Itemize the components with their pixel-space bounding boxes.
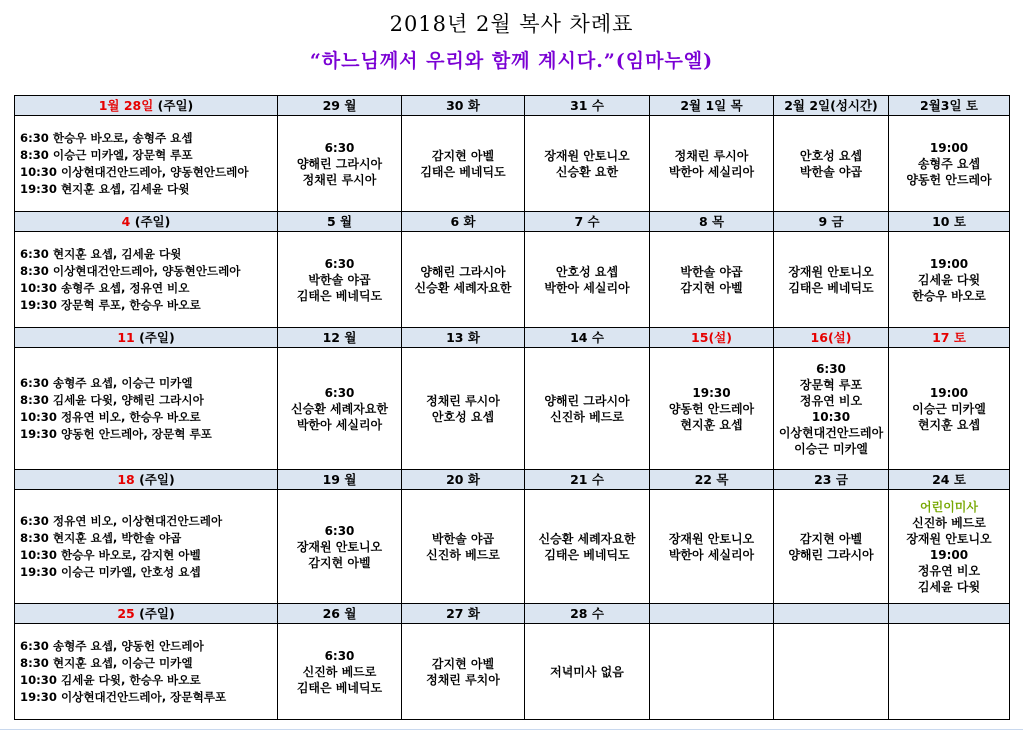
schedule-line: 어린이미사: [920, 499, 978, 514]
sunday-date-header: [15, 604, 278, 624]
day-schedule-cell: [278, 116, 402, 212]
schedule-line: 김태은 베네딕도: [788, 280, 874, 295]
day-schedule-cell: [525, 116, 650, 212]
day-header: 24 토: [889, 470, 1010, 490]
day-schedule-cell: [889, 232, 1010, 328]
day-schedule-cell: [278, 232, 402, 328]
schedule-line: 감지현 아벨: [431, 148, 495, 163]
schedule-line: 양동헌 안드레아: [668, 401, 755, 416]
day-header: 21 수: [525, 470, 650, 490]
day-schedule-cell: [402, 232, 525, 328]
day-header: 29 월: [278, 96, 402, 116]
schedule-line: 6:30: [324, 140, 355, 155]
mass-assignment: 6:30 송형주 요셉, 양동헌 안드레아: [20, 638, 204, 653]
mass-assignment: 19:30 이승근 미카엘, 안호성 요셉: [20, 564, 201, 579]
day-header: 16(설): [774, 328, 889, 348]
sunday-schedule-cell: [15, 490, 278, 604]
schedule-line: 현지훈 요셉: [917, 417, 981, 432]
schedule-line: 6:30: [816, 361, 846, 376]
mass-assignment: 6:30 송형주 요셉, 이승근 미카엘: [20, 375, 193, 390]
sunday-date-header: [15, 470, 278, 490]
day-schedule-cell: [650, 116, 774, 212]
day-schedule-cell: [650, 232, 774, 328]
mass-assignment: 19:30 현지훈 요셉, 김세윤 다윗: [20, 181, 190, 196]
day-schedule-cell: [402, 348, 525, 470]
schedule-line: 감지현 아벨: [799, 531, 863, 546]
schedule-line: 신진하 베드로: [550, 409, 624, 424]
sunday-schedule-cell: [15, 348, 278, 470]
day-header: 2월 1일 목: [650, 96, 774, 116]
day-header: 5 월: [278, 212, 402, 232]
date-label: 25: [117, 605, 135, 621]
day-schedule-cell: [889, 490, 1010, 604]
mass-assignment: 6:30 한승우 바오로, 송형주 요셉: [20, 130, 193, 145]
day-schedule-cell: [525, 490, 650, 604]
week-body-row: [15, 348, 1010, 470]
schedule-line: 송형주 요셉: [917, 156, 981, 171]
week-header-row: [15, 212, 1010, 232]
schedule-line: 19:00: [929, 385, 969, 400]
schedule-line: 감지현 아벨: [308, 555, 371, 570]
sunday-date-header: [15, 96, 278, 116]
date-label: 18: [117, 471, 135, 487]
mass-assignment: 19:30 양동헌 안드레아, 장문혁 루포: [20, 426, 212, 441]
schedule-line: 안호성 요셉: [431, 409, 495, 424]
schedule-line: 양해린 그라시아: [544, 393, 630, 408]
day-schedule-cell: [889, 624, 1010, 720]
week-header-row: [15, 470, 1010, 490]
day-header: 8 목: [650, 212, 774, 232]
day-label: (주일): [134, 605, 175, 621]
schedule-line: 김세윤 다윗: [917, 579, 981, 594]
sunday-date-header: [15, 212, 278, 232]
schedule-line: 6:30: [324, 523, 355, 538]
date-label: 11: [117, 329, 135, 345]
week-header-row: [15, 328, 1010, 348]
schedule-line: 김태은 베네딕도: [296, 288, 383, 303]
week-body-row: [15, 624, 1010, 720]
week-body-row: [15, 232, 1010, 328]
schedule-line: 정채린 루시아: [426, 393, 500, 408]
schedule-line: 안호성 요셉: [799, 148, 863, 163]
schedule-line: 박한솔 야곱: [308, 272, 371, 287]
mass-assignment: 10:30 한승우 바오로, 감지현 아벨: [20, 547, 201, 562]
day-header: 10 토: [889, 212, 1010, 232]
day-header: 2월3일 토: [889, 96, 1010, 116]
day-schedule-cell: [278, 624, 402, 720]
schedule-line: 안호성 요셉: [555, 264, 619, 279]
schedule-line: 정유연 비오: [799, 393, 863, 408]
schedule-line: 19:00: [929, 140, 969, 155]
day-header: 20 화: [402, 470, 525, 490]
schedule-line: 19:30: [692, 385, 731, 400]
week-body-row: [15, 116, 1010, 212]
schedule-line: 정채린 루시아: [302, 172, 377, 187]
mass-assignment: 8:30 이승근 미카엘, 장문혁 루포: [20, 147, 193, 162]
schedule-line: 박한솔 야곱: [680, 264, 743, 279]
day-schedule-cell: [774, 232, 889, 328]
bottom-divider: [0, 729, 1023, 730]
schedule-line: 신승환 세례자요한: [291, 401, 388, 416]
sunday-date-header: [15, 328, 278, 348]
day-header: 19 월: [278, 470, 402, 490]
schedule-line: 한승우 바오로: [912, 288, 986, 303]
schedule-line: 양해린 그라시아: [788, 547, 874, 562]
schedule-line: 6:30: [324, 648, 355, 663]
schedule-line: 6:30: [324, 385, 355, 400]
day-header: 13 화: [402, 328, 525, 348]
day-header: 9 금: [774, 212, 889, 232]
week-header-row: [15, 96, 1010, 116]
day-header: [774, 604, 889, 624]
schedule-line: 감지현 아벨: [431, 656, 495, 671]
day-schedule-cell: [774, 348, 889, 470]
day-schedule-cell: [402, 490, 525, 604]
schedule-table: [14, 95, 1010, 720]
mass-assignment: 10:30 이상현대건안드레아, 양동현안드레아: [20, 164, 249, 179]
mass-assignment: 10:30 김세윤 다윗, 한승우 바오로: [20, 672, 201, 687]
schedule-line: 6:30: [324, 256, 355, 271]
week-body-row: [15, 490, 1010, 604]
schedule-line: 신승환 세례자요한: [538, 531, 636, 546]
schedule-line: 박한아 세실리아: [544, 280, 630, 295]
sunday-schedule-cell: [15, 232, 278, 328]
page-title: 2018년 2월 복사 차례표: [389, 12, 634, 36]
day-header: 14 수: [525, 328, 650, 348]
schedule-line: 양해린 그라시아: [296, 156, 383, 171]
day-header: [650, 604, 774, 624]
schedule-line: 신진하 베드로: [426, 547, 500, 562]
day-schedule-cell: [650, 348, 774, 470]
schedule-line: 장재원 안토니오: [544, 148, 630, 163]
day-label: (주일): [130, 213, 171, 229]
mass-assignment: 8:30 현지훈 요셉, 박한솔 야곱: [20, 530, 182, 545]
schedule-line: 양동헌 안드레아: [906, 172, 992, 187]
schedule-line: 장재원 안토니오: [906, 531, 992, 546]
day-schedule-cell: [650, 624, 774, 720]
schedule-line: 김태은 베네딕도: [420, 164, 506, 179]
schedule-line: 장재원 안토니오: [668, 531, 755, 546]
mass-assignment: 6:30 현지훈 요셉, 김세윤 다윗: [20, 246, 182, 261]
day-schedule-cell: [525, 348, 650, 470]
schedule-line: 이승근 미카엘: [794, 441, 868, 456]
week-header-row: [15, 604, 1010, 624]
schedule-line: 신진하 베드로: [912, 515, 986, 530]
schedule-line: 19:00: [929, 256, 969, 271]
schedule-line: 김세윤 다윗: [917, 272, 981, 287]
mass-assignment: 19:30 장문혁 루포, 한승우 바오로: [20, 297, 201, 312]
schedule-line: 저녁미사 없음: [550, 664, 624, 679]
day-header: [889, 604, 1010, 624]
schedule-line: 10:30: [811, 409, 851, 424]
day-header: 30 화: [402, 96, 525, 116]
mass-assignment: 10:30 송형주 요셉, 정유연 비오: [20, 280, 190, 295]
schedule-line: 박한솔 야곱: [799, 164, 863, 179]
schedule-line: 정유연 비오: [917, 563, 981, 578]
day-schedule-cell: [525, 232, 650, 328]
day-schedule-cell: [774, 624, 889, 720]
day-schedule-cell: [278, 490, 402, 604]
day-header: 2월 2일(성시간): [774, 96, 889, 116]
schedule-line: 감지현 아벨: [680, 280, 743, 295]
schedule-line: 박한솔 야곱: [431, 531, 495, 546]
sunday-schedule-cell: [15, 624, 278, 720]
schedule-line: 정채린 루시아: [674, 148, 749, 163]
day-header: 12 월: [278, 328, 402, 348]
day-header: 6 화: [402, 212, 525, 232]
schedule-line: 장문혁 루포: [799, 377, 863, 392]
schedule-line: 김태은 베네딕도: [296, 680, 383, 695]
day-header: 15(설): [650, 328, 774, 348]
day-header: 31 수: [525, 96, 650, 116]
day-schedule-cell: [525, 624, 650, 720]
day-schedule-cell: [889, 348, 1010, 470]
mass-assignment: 6:30 정유연 비오, 이상현대건안드레아: [20, 513, 223, 528]
mass-assignment: 10:30 정유연 비오, 한승우 바오로: [20, 409, 201, 424]
day-schedule-cell: [402, 116, 525, 212]
mass-assignment: 8:30 현지훈 요셉, 이승근 미카엘: [20, 655, 193, 670]
day-header: 22 목: [650, 470, 774, 490]
day-header: 7 수: [525, 212, 650, 232]
day-schedule-cell: [774, 490, 889, 604]
mass-assignment: 8:30 이상현대건안드레아, 양동현안드레아: [20, 263, 241, 278]
schedule-line: 이승근 미카엘: [912, 401, 986, 416]
day-header: 28 수: [525, 604, 650, 624]
schedule-line: 신승환 요한: [555, 164, 619, 179]
date-label: 4: [121, 213, 131, 229]
day-label: (주일): [153, 97, 194, 113]
page-subtitle: “하느님께서 우리와 함께 계시다.”(임마누엘): [309, 50, 714, 72]
schedule-line: 신진하 베드로: [302, 664, 377, 679]
day-schedule-cell: [278, 348, 402, 470]
day-header: 27 화: [402, 604, 525, 624]
schedule-line: 장재원 안토니오: [788, 264, 874, 279]
schedule-line: 박한아 세실리아: [296, 417, 383, 432]
schedule-line: 박한아 세실리아: [668, 164, 755, 179]
day-header: 26 월: [278, 604, 402, 624]
schedule-line: 19:00: [929, 547, 969, 562]
schedule-line: 김태은 베네딕도: [544, 547, 630, 562]
day-header: 23 금: [774, 470, 889, 490]
day-schedule-cell: [402, 624, 525, 720]
mass-assignment: 19:30 이상현대건안드레아, 장문혁루포: [20, 689, 227, 704]
day-schedule-cell: [889, 116, 1010, 212]
schedule-line: 현지훈 요셉: [680, 417, 743, 432]
day-header: 17 토: [889, 328, 1010, 348]
schedule-line: 양해린 그라시아: [420, 264, 506, 279]
mass-assignment: 8:30 김세윤 다윗, 양해린 그라시아: [20, 392, 204, 407]
day-schedule-cell: [774, 116, 889, 212]
schedule-line: 박한아 세실리아: [668, 547, 755, 562]
day-label: (주일): [134, 329, 175, 345]
schedule-line: 정채린 루치아: [426, 672, 500, 687]
schedule-line: 신승환 세례자요한: [414, 280, 512, 295]
date-label: 1월 28일: [98, 97, 154, 113]
day-label: (주일): [134, 471, 175, 487]
day-schedule-cell: [650, 490, 774, 604]
schedule-line: 이상현대건안드레아: [778, 425, 884, 440]
sunday-schedule-cell: [15, 116, 278, 212]
schedule-line: 장재원 안토니오: [296, 539, 383, 554]
